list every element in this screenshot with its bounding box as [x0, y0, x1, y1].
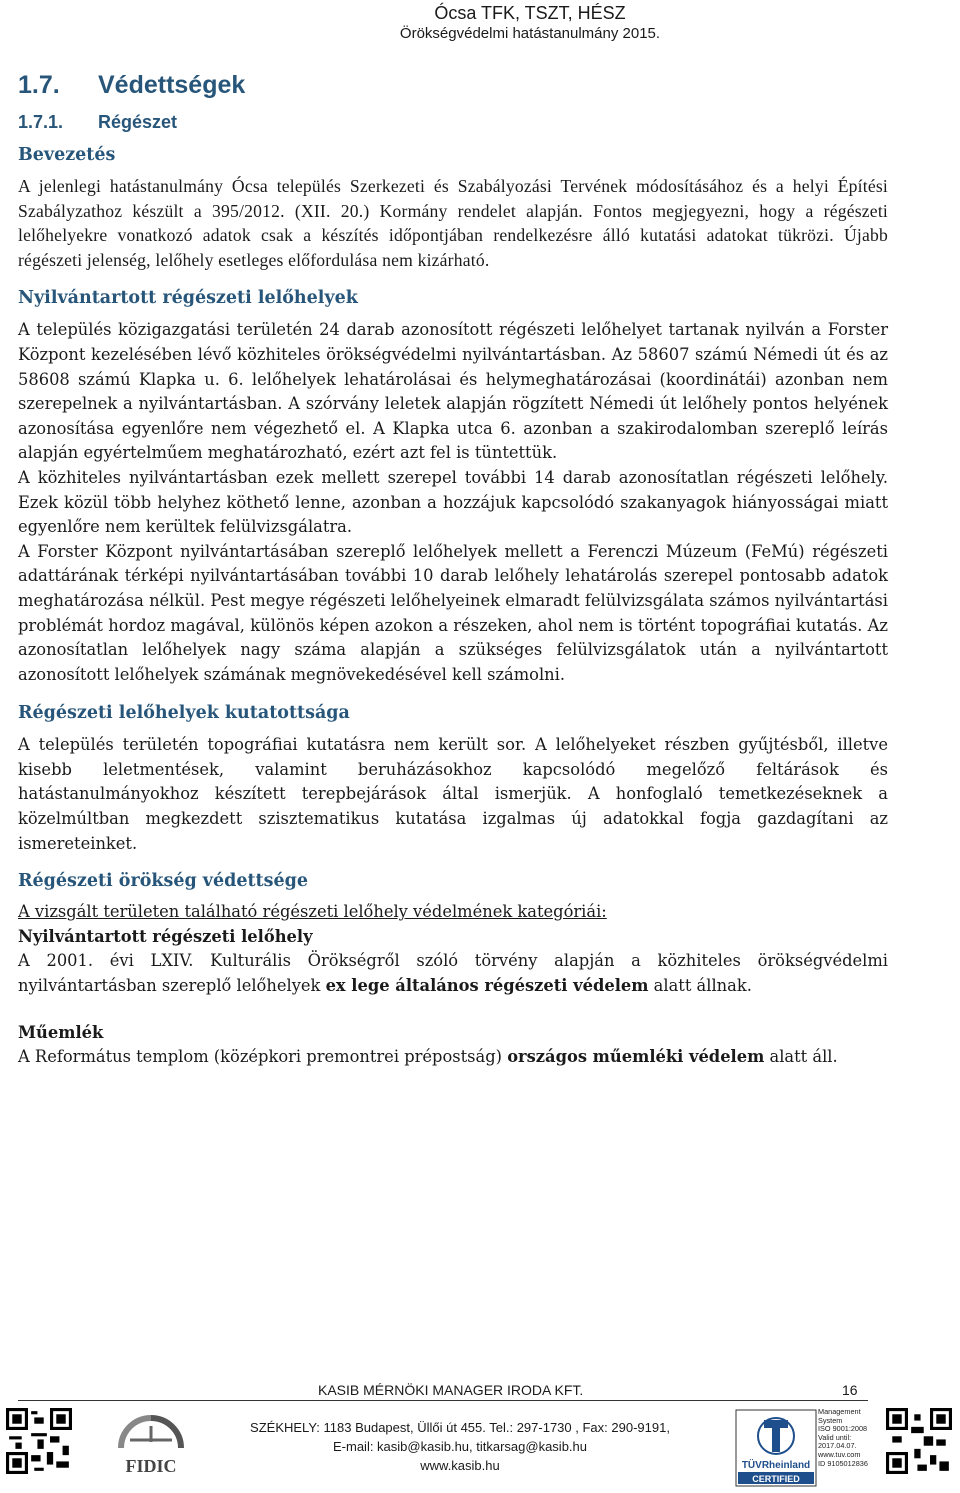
- svg-text:TÜVRheinland: TÜVRheinland: [741, 1460, 811, 1471]
- monument-text: A Református templom (középkori premontrei prépostság) országos műemléki védelem alatt áll.: [18, 1047, 838, 1067]
- page-number: 16: [842, 1382, 858, 1398]
- registered-heading: Nyilvántartott régészeti lelőhelyek: [18, 288, 358, 309]
- monument-title: Műemlék: [18, 1022, 104, 1042]
- section-heading: [18, 66, 888, 104]
- tuv-logo-icon: [734, 1408, 818, 1488]
- footer-divider: [18, 1400, 868, 1401]
- subsection-heading: [18, 104, 888, 140]
- svg-text:FIDIC: FIDIC: [125, 1456, 177, 1476]
- registered-paragraph-3: A Forster Központ nyilvántartásában szereplő lelőhelyek mellett a Ferenczi Múzeum (FeMú) régészeti adattárának térképi nyilvántartásában további 10 darab lelőhely lehatárolás szerepel pontosabb adatok meghatározása nélkül. Pest megye régészeti lelőhelyeinek elmaradt felülvizsgálata számos nyilvántartási problémát hordoz magával, különös képen azokon a részeken, ahol nem is történt topográfiai kutatás. Az azonosítatlan lelőhelyek nagy száma alapján a szükséges felülvizsgálatok után a nyilvántartott azonosított lelőhelyek számának megnövekedésével kell számolni.: [18, 541, 888, 684]
- registered-site-title: Nyilvántartott régészeti lelőhely: [18, 926, 313, 946]
- document-body: [18, 66, 888, 1070]
- fidic-logo-icon: [108, 1412, 194, 1484]
- header-subtitle: Örökségvédelmi hatástanulmány 2015.: [399, 25, 661, 42]
- page-footer: [0, 1376, 960, 1493]
- header-title: Ócsa TFK, TSZT, HÉSZ: [434, 3, 626, 23]
- footer-email: E-mail: kasib@kasib.hu, titkarsag@kasib.hu: [333, 1439, 587, 1454]
- qr-code-icon: [6, 1408, 72, 1474]
- footer-address: SZÉKHELY: 1183 Budapest, Üllői út 455. Tel.: 297-1730 , Fax: 290-9191,: [250, 1420, 670, 1435]
- protection-heading: Régészeti örökség védettsége: [18, 871, 308, 892]
- registered-paragraph-2: A közhiteles nyilvántartásban ezek mellett szerepel további 14 darab azonosítatlan régészeti lelőhely. Ezek közül több helyhez köthető lenne, azonban a hozzájuk kapcsolódó szakanyagok hiányosságai miatt egyenlőre nem kerültek felülvizsgálatra.: [18, 467, 888, 537]
- protection-categories: A vizsgált területen található régészeti lelőhely védelmének kategóriái:: [18, 902, 607, 922]
- footer-website: www.kasib.hu: [420, 1458, 500, 1473]
- research-heading: Régészeti lelőhelyek kutatottsága: [18, 703, 350, 724]
- subsection-title: Régészet: [98, 112, 178, 132]
- section-number: 1.7.: [18, 71, 60, 99]
- section-title: Védettségek: [98, 71, 246, 99]
- footer-company: KASIB MÉRNÖKI MANAGER IRODA KFT.: [318, 1382, 584, 1398]
- qr-code-icon: [886, 1408, 952, 1474]
- certification-info: Management System ISO 9001:2008 Valid until: 2017.04.07. www.tuv.com ID 9105012836: [818, 1407, 868, 1468]
- page-header: [0, 2, 960, 44]
- intro-paragraph: A jelenlegi hatástanulmány Ócsa település Szerkezeti és Szabályozási Tervének módosításához és a helyi Építési Szabályzathoz készült a 395/2012. (XII. 20.) Kormány rendelet alapján. Fontos megjegyezni, hogy a régészeti lelőhelyekre vonatkozó adatok csak a készítés időpontjában rendelkezésre álló kutatási adatokat tükrözi. Újabb régészeti jelenség, lelőhely esetleges előfordulása nem kizárható.: [18, 176, 888, 270]
- intro-heading: Bevezetés: [18, 145, 116, 165]
- registered-site-text: A 2001. évi LXIV. Kulturális Örökségről szóló törvény alapján a közhiteles örökségvédelmi nyilvántartásban szereplő lelőhelyek ex lege általános régészeti védelem alatt állnak.: [18, 951, 888, 996]
- subsection-number: 1.7.1.: [18, 112, 64, 132]
- registered-paragraph-1: A település közigazgatási területén 24 darab azonosított régészeti lelőhelyet tartanak nyilván a Forster Központ kezelésében lévő közhiteles örökségvédelmi nyilvántartásban. Az 58607 számú Némedi út és az 58608 számú Klapka u. 6. lelőhelyek lehatárolásai és helymeghatározásai (koordinátái) azonban nem szerepelnek a nyilvántartásban. A szórvány leletek alapján rögzített Némedi út lelőhely pontos helyének azonosítása egyenlőre nem végezhető el. A Klapka utca 6. azonban a szakirodalomban szereplő leírás alapján egyértelműem meghatározható, ezért azt fel is tüntettük.: [18, 320, 888, 463]
- svg-text:CERTIFIED: CERTIFIED: [752, 1474, 800, 1484]
- footer-address-block: [200, 1418, 720, 1475]
- research-paragraph: A település területén topográfiai kutatásra nem került sor. A lelőhelyeket részben gyűjtésből, illetve kisebb leletmentések, valamint beruházásokhoz kapcsolódó megelőző feltárások és hatástanulmányokhoz készített terepbejárások által ismerjük. A honfoglaló temetkezéseknek a közelmúltban megkezdett szisztematikus kutatása izgalmas új adatokkal fogja gazdagítani az ismereteinket.: [18, 735, 888, 853]
